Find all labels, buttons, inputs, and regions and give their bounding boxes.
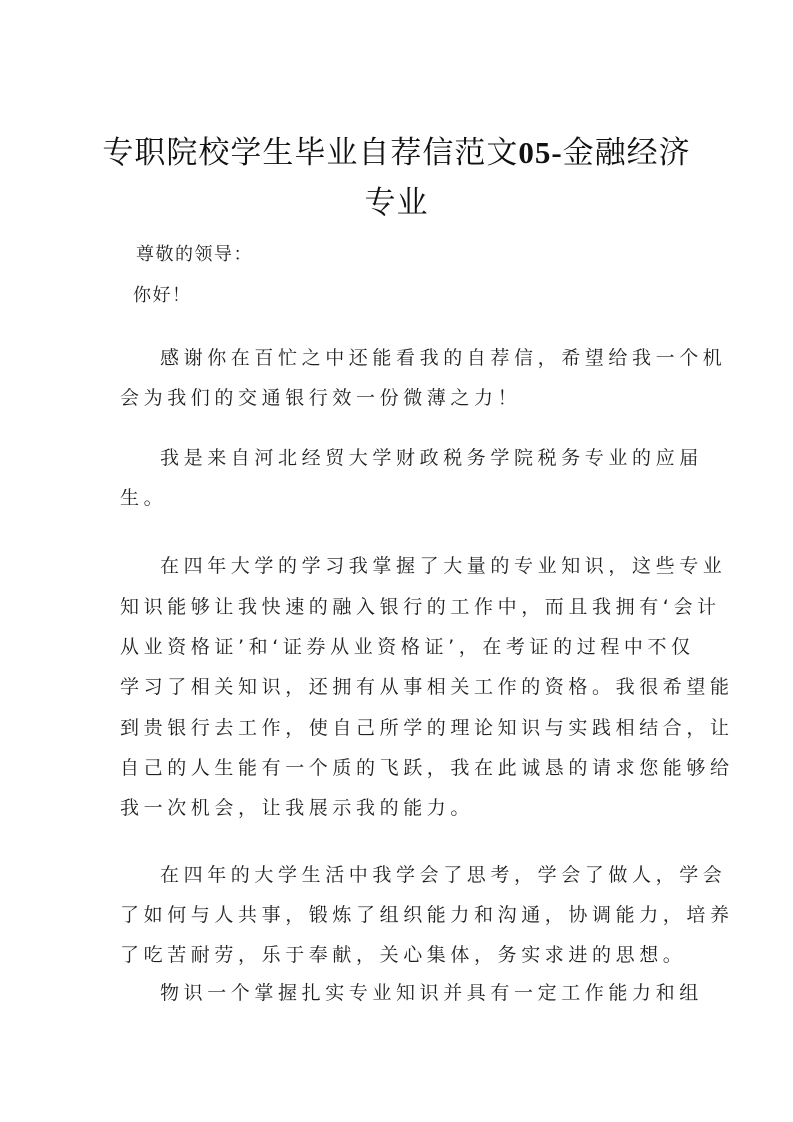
paragraph-3-line-1: 在四年大学的学习我掌握了大量的专业知识，这些专业: [160, 555, 727, 577]
paragraph-1-line-1: 感谢你在百忙之中还能看我的自荐信，希望给我一个机: [160, 347, 727, 369]
paragraph-2-line-1: 我是来自河北经贸大学财政税务学院税务专业的应届: [160, 447, 703, 469]
paragraph-3-line-5: 到贵银行去工作，使自己所学的理论知识与实践相结合，让: [120, 717, 734, 739]
salutation: 尊敬的领导：: [136, 244, 253, 265]
title-suffix: 金融经济: [562, 135, 691, 171]
paragraph-2-line-2: 生。: [120, 487, 168, 509]
paragraph-4-line-2: 了如何与人共事，锻炼了组织能力和沟通，协调能力，培养: [120, 904, 734, 926]
paragraph-5-line-1: 物识一个掌握扎实专业知识并具有一定工作能力和组: [160, 982, 703, 1004]
paragraph-4-line-1: 在四年的大学生活中我学会了思考，学会了做人，学会: [160, 864, 727, 886]
document-title-line-2: 专业: [364, 185, 429, 221]
paragraph-4-line-3: 了吃苦耐劳，乐于奉献，关心集体，务实求进的思想。: [120, 944, 687, 966]
greeting: 你好！: [133, 285, 192, 306]
paragraph-1-line-2: 会为我们的交通银行效一份微薄之力！: [120, 387, 522, 409]
paragraph-3-line-7: 我一次机会，让我展示我的能力。: [120, 797, 475, 819]
title-number: 05-: [518, 135, 563, 170]
paragraph-3-line-6: 自己的人生能有一个质的飞跃，我在此诚恳的请求您能够给: [120, 757, 734, 779]
paragraph-3-line-3: 从业资格证’和‘证券从业资格证’，在考证的过程中不仅: [120, 636, 695, 658]
paragraph-3-line-4: 学习了相关知识，还拥有从事相关工作的资格。我很希望能: [120, 676, 734, 698]
title-prefix: 专职院校学生毕业自荐信范文: [102, 135, 519, 171]
paragraph-3-line-2: 知识能够让我快速的融入银行的工作中，而且我拥有‘会计: [120, 596, 721, 618]
document-title-line-1: [0, 127, 793, 172]
